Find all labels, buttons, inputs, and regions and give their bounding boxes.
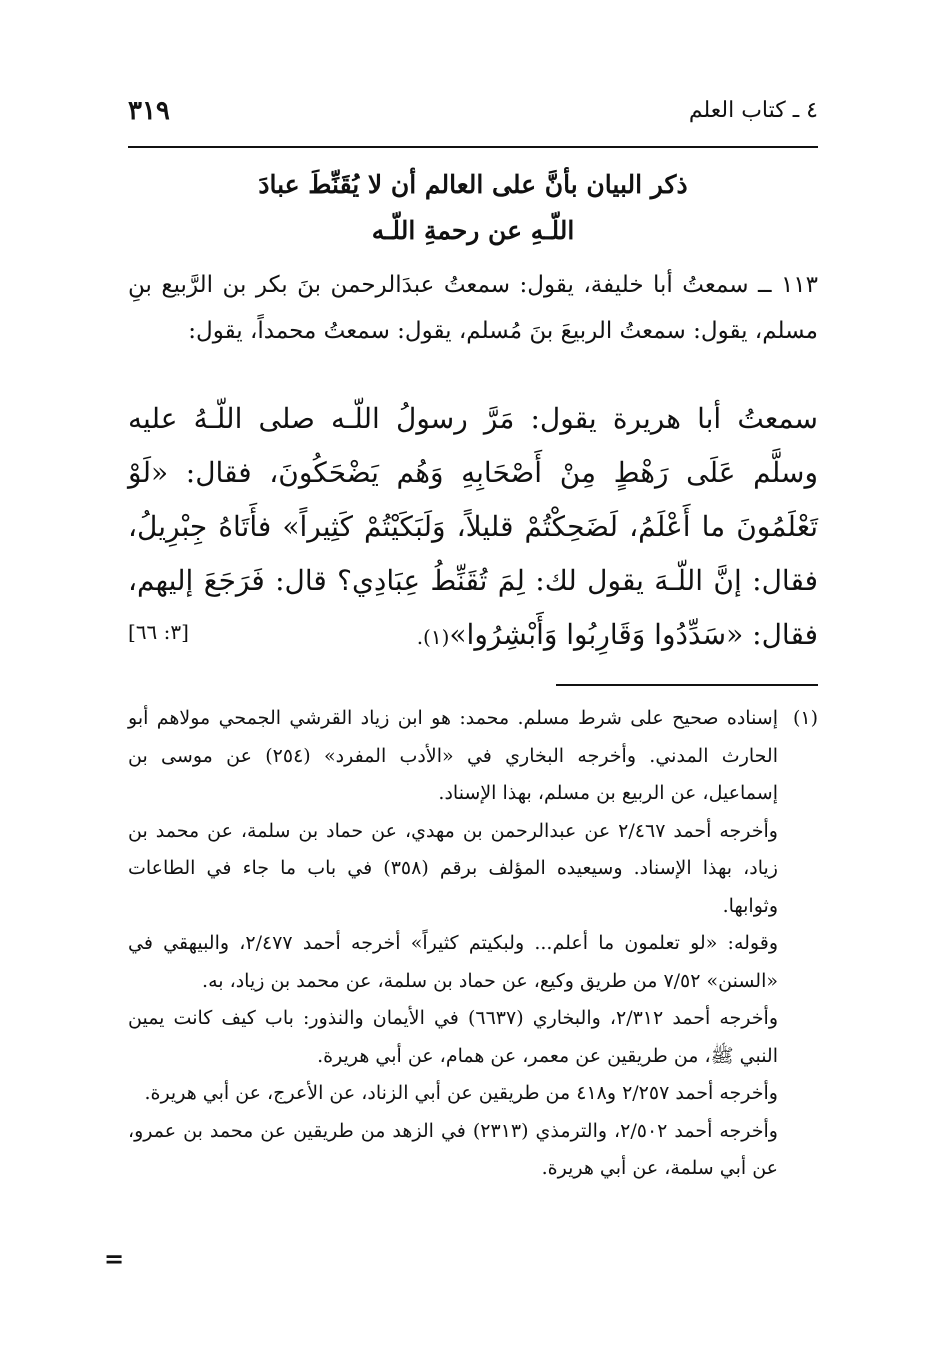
continuation-mark: = [104, 1244, 125, 1273]
footnote-number: (١) [792, 707, 818, 729]
hadith-matn: سمعتُ أبا هريرة يقول: مَرَّ رسولُ اللّـه صلى اللّـهُ عليه وسلَّم عَلَى رَهْطٍ مِنْ أَصْحَابِهِ وَهُم يَضْحَكُونَ، فقال: «لَوْ تَعْلَمُونَ ما أَعْلَمُ، لَضَحِكْتُمْ قليلاً، وَلَبَكَيْتُمْ كَثِيراً» فأَتَاهُ جِبْرِيلُ، فقال: إنَّ اللّـهَ يقول لك: لِمَ تُقَنِّطُ عِبَادِي؟ قال: فَرَجَعَ إليهم، فقال: «سَدِّدُوا وَقَارِبُوا وَأَبْشِرُوا» [128, 402, 818, 651]
footnote-reference: (١). [416, 625, 450, 649]
section-title-line-2: اللّـهِ عن رحمةِ اللّـه [371, 216, 575, 245]
section-title-line-1: ذكر البيان بأنَّ على العالم أن لا يُقَنِّطَ عبادَ [258, 170, 688, 199]
running-header [128, 96, 818, 136]
footnote-paragraph: إسناده صحيح على شرط مسلم. محمد: هو ابن زياد القرشي الجمحي مولاهم أبو الحارث المدني. وأخرجه البخاري في «الأدب المفرد» (٢٥٤) عن موسى بن إسماعيل، عن الربيع بن مسلم، بهذا الإسناد. [128, 707, 778, 804]
footnotes [128, 700, 818, 1188]
footnote-paragraph: وقوله: «لو تعلمون ما أعلم... ولبكيتم كثيراً» أخرجه أحمد ٢/٤٧٧، والبيهقي في «السنن» ٧/٥٢ من طريق وكيع، عن حماد بن سلمة، عن محمد بن زياد، به. [128, 932, 779, 992]
footnote-paragraph: وأخرجه أحمد ٢/٤٦٧ عن عبدالرحمن بن مهدي، عن حماد بن سلمة، عن محمد بن زياد، بهذا الإسناد. وسيعيده المؤلف برقم (٣٥٨) في باب ما جاء في الطاعات وثوابها. [128, 819, 778, 917]
chapter-title: ٤ ـ كتاب العلم [688, 98, 818, 123]
footnote-rule [556, 684, 818, 686]
page-number: ٣١٩ [128, 96, 170, 126]
section-title [160, 162, 786, 254]
footnote-paragraph: وأخرجه أحمد ٢/٥٠٢، والترمذي (٢٣١٣) في الزهد من طريقين عن محمد بن عمرو، عن أبي سلمة، عن أبي هريرة. [128, 1119, 778, 1179]
source-reference: [٣: ٦٦] [128, 620, 189, 644]
footnote-paragraph: وأخرجه أحمد ٢/٢٥٧ و٤١٨ من طريقين عن أبي الزناد، عن الأعرج، عن أبي هريرة. [144, 1082, 778, 1104]
hadith-chain: ١١٣ ــ سمعتُ أبا خليفة، يقول: سمعتُ عبدَالرحمن بنَ بكر بن الرَّبيع بنِ مسلم، يقول: سمعتُ الربيعَ بنَ مُسلم، يقول: سمعتُ محمداً، يقول: [128, 272, 818, 344]
hadith-text [128, 392, 818, 664]
footnote-paragraph: وأخرجه أحمد ٢/٣١٢، والبخاري (٦٦٣٧) في الأيمان والنذور: باب كيف كانت يمين النبي ﷺ، من طريقين عن معمر، عن همام، عن أبي هريرة. [128, 1007, 778, 1067]
header-rule [128, 146, 818, 148]
